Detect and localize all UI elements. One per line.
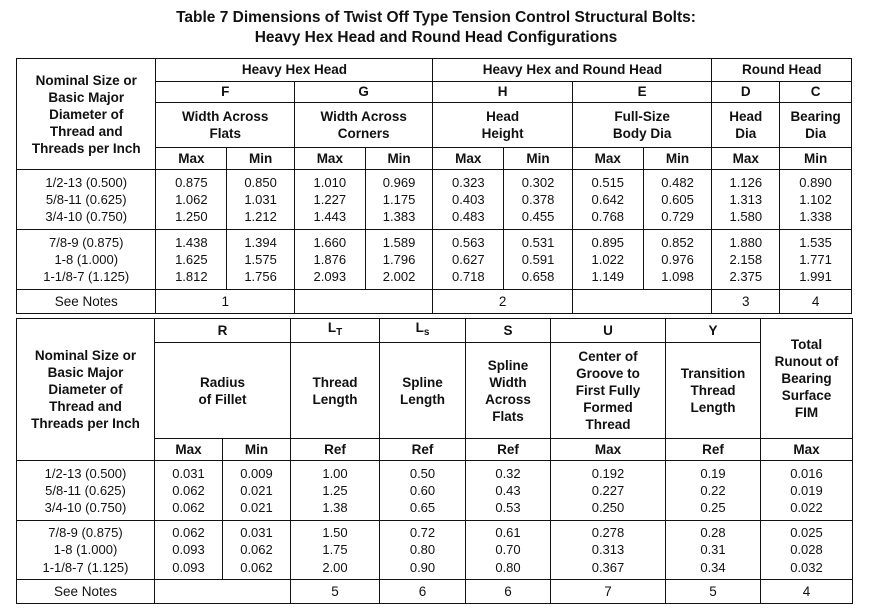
group-round-head: Round Head	[712, 59, 852, 82]
group-heavy-hex-head: Heavy Hex Head	[156, 59, 433, 82]
note-ref	[572, 290, 712, 314]
value-cell: 1.394 1.575 1.756	[227, 230, 295, 290]
value-cell: 0.850 1.031 1.212	[227, 170, 295, 230]
col-letter-y: Y	[666, 319, 761, 343]
col-letter-u: U	[551, 319, 666, 343]
col-letter-c: C	[780, 82, 852, 103]
col-name-width-across-flats: Width Across Flats	[156, 103, 294, 148]
value-cell: 1.880 2.158 2.375	[712, 230, 780, 290]
col-name-thread-length: Thread Length	[291, 343, 380, 439]
subhead-min: Min	[504, 148, 573, 170]
note-ref	[155, 580, 291, 604]
value-cell: 0.72 0.80 0.90	[380, 521, 466, 580]
value-cell: 1.438 1.625 1.812	[156, 230, 227, 290]
dimensions-table-lower	[16, 318, 853, 604]
subhead-max: Max	[761, 439, 853, 461]
col-letter-s: S	[466, 319, 551, 343]
value-cell: 1.589 1.796 2.002	[365, 230, 433, 290]
subhead-ref: Ref	[466, 439, 551, 461]
subhead-min: Min	[780, 148, 852, 170]
value-cell: 1.00 1.25 1.38	[291, 461, 380, 521]
note-ref	[294, 290, 432, 314]
col-name-bearing-dia: Bearing Dia	[780, 103, 852, 148]
row-header-lower: Nominal Size or Basic Major Diameter of Thread and Threads per Inch	[17, 319, 155, 461]
table-row	[17, 521, 853, 580]
subhead-max: Max	[294, 148, 365, 170]
col-name-head-dia: Head Dia	[712, 103, 780, 148]
size-cell: 7/8-9 (0.875) 1-8 (1.000) 1-1/8-7 (1.125)	[17, 521, 155, 580]
col-name-width-across-corners: Width Across Corners	[294, 103, 432, 148]
col-letter-r: R	[155, 319, 291, 343]
col-letter-ls: $L_s$	[380, 319, 466, 343]
subhead-ref: Ref	[291, 439, 380, 461]
subhead-ref: Ref	[380, 439, 466, 461]
value-cell: 0.009 0.021 0.021	[223, 461, 291, 521]
group-heavy-hex-and-round-head: Heavy Hex and Round Head	[433, 59, 712, 82]
size-cell: 7/8-9 (0.875) 1-8 (1.000) 1-1/8-7 (1.125)	[17, 230, 156, 290]
value-cell: 0.031 0.062 0.062	[223, 521, 291, 580]
value-cell: 0.895 1.022 1.149	[572, 230, 643, 290]
value-cell: 0.278 0.313 0.367	[551, 521, 666, 580]
value-cell: 1.660 1.876 2.093	[294, 230, 365, 290]
note-ref: 4	[761, 580, 853, 604]
value-cell: 0.482 0.605 0.729	[643, 170, 712, 230]
note-ref: 1	[156, 290, 294, 314]
subhead-min: Min	[365, 148, 433, 170]
value-cell: 0.969 1.175 1.383	[365, 170, 433, 230]
table-row	[17, 170, 852, 230]
col-name-center-of-groove: Center of Groove to First Fully Formed Thread	[551, 343, 666, 439]
note-ref: 2	[433, 290, 572, 314]
col-name-radius-of-fillet: Radius of Fillet	[155, 343, 291, 439]
value-cell: 1.535 1.771 1.991	[780, 230, 852, 290]
subhead-min: Min	[223, 439, 291, 461]
value-cell: 0.19 0.22 0.25	[666, 461, 761, 521]
value-cell: 1.50 1.75 2.00	[291, 521, 380, 580]
note-ref: 4	[780, 290, 852, 314]
value-cell: 0.062 0.093 0.093	[155, 521, 223, 580]
see-notes-label: See Notes	[17, 290, 156, 314]
col-name-head-height: Head Height	[433, 103, 572, 148]
subhead-max: Max	[572, 148, 643, 170]
note-ref: 5	[666, 580, 761, 604]
value-cell: 0.61 0.70 0.80	[466, 521, 551, 580]
note-ref: 6	[466, 580, 551, 604]
table-title-line1: Table 7 Dimensions of Twist Off Type Tension Control Structural Bolts:	[176, 9, 696, 26]
value-cell: 0.563 0.627 0.718	[433, 230, 504, 290]
col-letter-lt: $L_T$	[291, 319, 380, 343]
value-cell: 0.016 0.019 0.022	[761, 461, 853, 521]
value-cell: 0.025 0.028 0.032	[761, 521, 853, 580]
see-notes-label: See Notes	[17, 580, 155, 604]
col-letter-d: D	[712, 82, 780, 103]
value-cell: 0.28 0.31 0.34	[666, 521, 761, 580]
subhead-max: Max	[433, 148, 504, 170]
col-letter-f: F	[156, 82, 294, 103]
col-name-total-runout-fim: Total Runout of Bearing Surface FIM	[761, 319, 853, 439]
note-ref: 6	[380, 580, 466, 604]
subhead-max: Max	[551, 439, 666, 461]
note-ref: 7	[551, 580, 666, 604]
col-letter-h: H	[433, 82, 572, 103]
value-cell: 0.515 0.642 0.768	[572, 170, 643, 230]
col-name-transition-thread-length: Transition Thread Length	[666, 343, 761, 439]
subhead-ref: Ref	[666, 439, 761, 461]
value-cell: 1.010 1.227 1.443	[294, 170, 365, 230]
size-cell: 1/2-13 (0.500) 5/8-11 (0.625) 3/4-10 (0.750)	[17, 461, 155, 521]
value-cell: 1.126 1.313 1.580	[712, 170, 780, 230]
value-cell: 0.852 0.976 1.098	[643, 230, 712, 290]
subhead-min: Min	[643, 148, 712, 170]
value-cell: 0.031 0.062 0.062	[155, 461, 223, 521]
value-cell: 0.192 0.227 0.250	[551, 461, 666, 521]
note-ref: 5	[291, 580, 380, 604]
value-cell: 0.32 0.43 0.53	[466, 461, 551, 521]
value-cell: 0.50 0.60 0.65	[380, 461, 466, 521]
col-name-spline-width: Spline Width Across Flats	[466, 343, 551, 439]
subhead-min: Min	[227, 148, 295, 170]
dimensions-table-upper	[16, 58, 852, 314]
col-letter-e: E	[572, 82, 712, 103]
subhead-max: Max	[155, 439, 223, 461]
size-cell: 1/2-13 (0.500) 5/8-11 (0.625) 3/4-10 (0.750)	[17, 170, 156, 230]
note-ref: 3	[712, 290, 780, 314]
value-cell: 0.302 0.378 0.455	[504, 170, 573, 230]
value-cell: 0.531 0.591 0.658	[504, 230, 573, 290]
col-name-full-size-body-dia: Full-Size Body Dia	[572, 103, 712, 148]
value-cell: 0.890 1.102 1.338	[780, 170, 852, 230]
subhead-max: Max	[712, 148, 780, 170]
notes-row	[17, 580, 853, 604]
subhead-max: Max	[156, 148, 227, 170]
value-cell: 0.323 0.403 0.483	[433, 170, 504, 230]
table-row	[17, 461, 853, 521]
value-cell: 0.875 1.062 1.250	[156, 170, 227, 230]
col-letter-g: G	[294, 82, 432, 103]
row-header-upper: Nominal Size or Basic Major Diameter of Thread and Threads per Inch	[17, 59, 156, 170]
table-row	[17, 230, 852, 290]
notes-row	[17, 290, 852, 314]
col-name-spline-length: Spline Length	[380, 343, 466, 439]
table-title-line2: Heavy Hex Head and Round Head Configurations	[254, 29, 618, 46]
